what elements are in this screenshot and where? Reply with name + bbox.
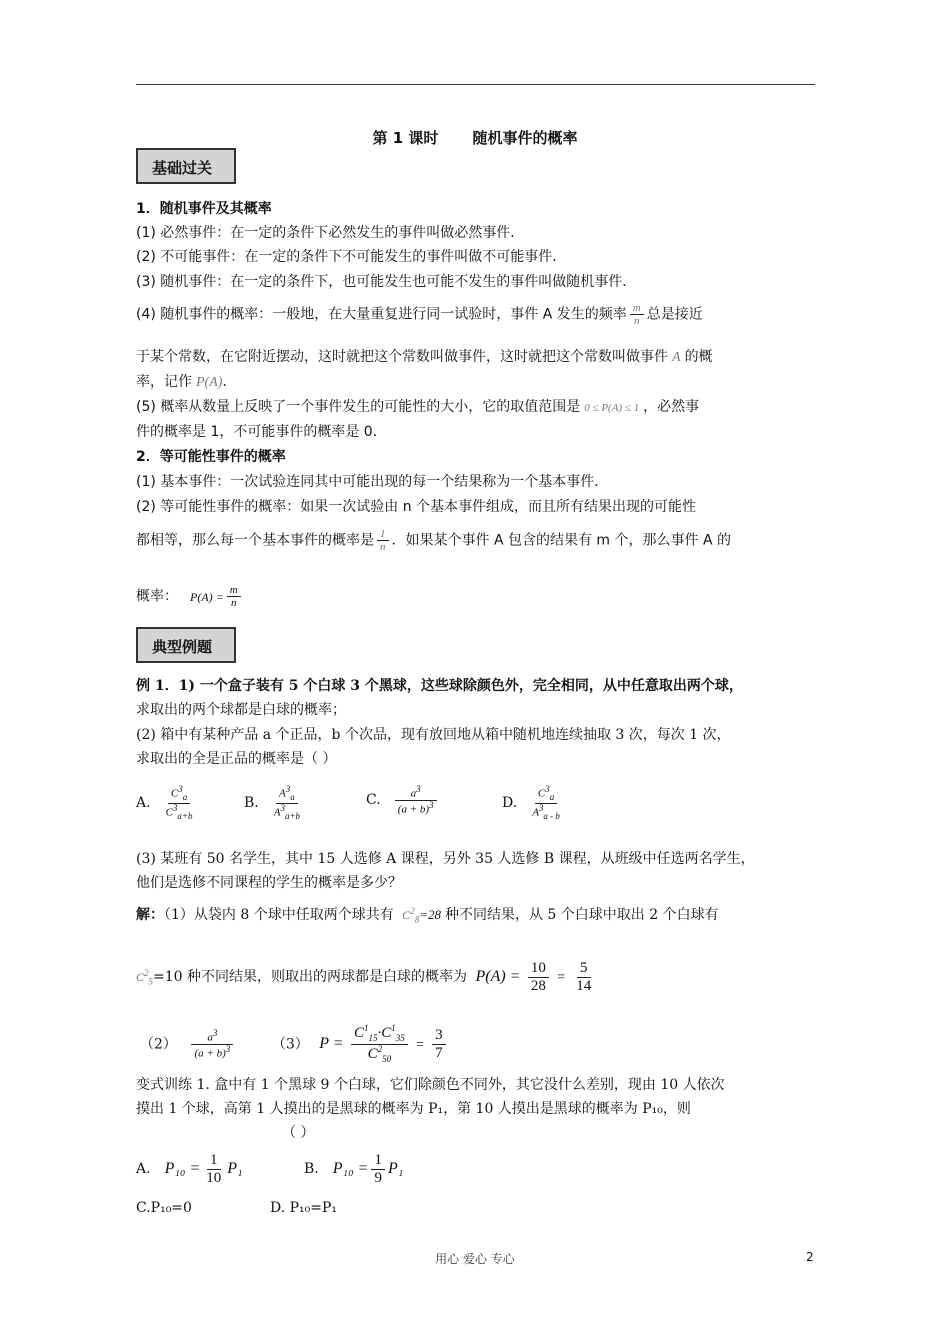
n-den: n bbox=[380, 541, 386, 554]
page-title bbox=[0, 127, 950, 148]
variant-line3: （ ） bbox=[282, 1125, 315, 1141]
solution-line3 bbox=[140, 1024, 449, 1065]
s2-line3 bbox=[136, 528, 731, 553]
var-opt-b-rhs: P₁ bbox=[387, 1160, 404, 1177]
header-rule bbox=[136, 84, 815, 85]
ex1-line3: (2) 箱中有某种产品 a 个正品，b 个次品，现有放回地从箱中随机地连续抽取 3 次，每次 1 次， bbox=[136, 727, 731, 743]
s1-line2: (2) 不可能事件：在一定的条件下不可能发生的事件叫做不可能事件． bbox=[136, 249, 567, 265]
opt-a-num-sub: a bbox=[182, 791, 188, 802]
lesson-number: 第 1 课时 bbox=[372, 129, 439, 147]
variant-option-b bbox=[304, 1152, 403, 1186]
ex1-line4: 求取出的全是正品的概率是（ ） bbox=[136, 751, 337, 767]
var-opt-a-label: A. bbox=[136, 1161, 151, 1177]
option-a-label: A. bbox=[136, 795, 151, 812]
option-d bbox=[502, 785, 566, 821]
s1-line4 bbox=[136, 302, 703, 327]
s1-heading: 1．随机事件及其概率 bbox=[136, 201, 272, 217]
s2-line3-end: ．如果某个事件 A 包含的结果有 m 个，那么事件 A 的 bbox=[391, 532, 731, 549]
variant-option-d: D. P₁₀=P₁ bbox=[270, 1200, 338, 1216]
part2-frac: $\frac{a^3}{(a + b)^3}$ bbox=[191, 1029, 233, 1060]
pa-label: P(A) = bbox=[475, 968, 521, 985]
variant-option-a bbox=[136, 1152, 243, 1186]
opt-a-num-sup: 3 bbox=[178, 784, 183, 794]
option-c-frac bbox=[395, 785, 437, 816]
part2-label: （2） bbox=[140, 1036, 177, 1053]
c82: $C^2_8$ bbox=[402, 906, 420, 925]
eq28: =28 bbox=[419, 907, 441, 922]
s1-line4-text: (4) 随机事件的概率：一般地，在大量重复进行同一试验时，事件 A 发生的频率 bbox=[136, 306, 627, 323]
opt-a-num: C bbox=[170, 787, 179, 800]
opt-d-den: A bbox=[532, 806, 539, 819]
m-num: m bbox=[227, 584, 241, 597]
s2-line3-text: 都相等，那么每一个基本事件的概率是 bbox=[136, 532, 374, 549]
s2-line4-text: 概率： bbox=[136, 588, 178, 605]
s1-line5 bbox=[136, 348, 713, 367]
variant-line2: 摸出 1 个球，高第 1 人摸出的是黑球的概率为 P₁，第 10 人摸出是黑球的概率为 P₁₀，则 bbox=[136, 1101, 691, 1117]
PA-symbol: P(A) bbox=[196, 375, 223, 390]
s2-line1: (1) 基本事件：一次试验连同其中可能出现的每一个结果称为一个基本事件． bbox=[136, 474, 609, 490]
s1-line6: 率，记作 P(A)． bbox=[136, 374, 237, 390]
frac-10-28: $\frac{10}{28}$ bbox=[528, 960, 549, 994]
opt-b-num-sub: a bbox=[290, 791, 295, 802]
ex1-line1 bbox=[136, 677, 743, 695]
option-a bbox=[136, 785, 198, 821]
var-opt-b-lhs: P₁₀ = bbox=[332, 1160, 369, 1177]
variant-option-c: C.P₁₀=0 bbox=[136, 1200, 192, 1216]
solution-label: 解： bbox=[136, 907, 164, 923]
pa-eq: P(A) = bbox=[190, 589, 224, 604]
opt-c-num-sup: 3 bbox=[416, 784, 421, 794]
solution-line2 bbox=[136, 960, 597, 994]
option-c-label: C. bbox=[366, 792, 381, 809]
part3-frac: $\frac{C^1_{15}\cdot C^1_{35}}{C^2_{50}}$ bbox=[351, 1024, 408, 1065]
frac-5-14: $\frac{5}{14}$ bbox=[576, 960, 592, 994]
opt-c-den-sup: 3 bbox=[429, 799, 434, 810]
solution-line1 bbox=[136, 902, 719, 928]
s1-line5-text: 于某个常数，在它附近摆动，这时就把这个常数叫做事件，这时就把这个常数叫做事件 bbox=[136, 349, 668, 365]
opt-b-den: A bbox=[273, 806, 281, 819]
one-over-n bbox=[377, 528, 389, 553]
frac-3-7: $\frac{3}{7}$ bbox=[432, 1027, 446, 1061]
s1-line1: (1) 必然事件：在一定的条件下必然发生的事件叫做必然事件． bbox=[136, 225, 525, 241]
section-examples: 典型例题 bbox=[136, 627, 236, 663]
section-basic: 基础过关 bbox=[136, 148, 236, 184]
opt-b-num: A bbox=[279, 787, 286, 800]
ex1-line6: 他们是选修不同课程的学生的概率是多少？ bbox=[136, 875, 402, 891]
opt-d-num-sup: 3 bbox=[545, 784, 550, 794]
equals2: = bbox=[415, 1037, 425, 1053]
opt-a-den-sub: a+b bbox=[177, 810, 193, 821]
one-num: 1 bbox=[377, 528, 389, 541]
page-footer: 用心 爱心 专心 bbox=[435, 1252, 515, 1266]
variant-line1: 变式训练 1. 盒中有 1 个黑球 9 个白球，它们除颜色不同外，其它没什么差别，现由 10 人依次 bbox=[136, 1077, 725, 1093]
opt-a-den: C bbox=[165, 806, 173, 819]
part3-P: P = bbox=[319, 1035, 344, 1053]
part3-label: （3） bbox=[271, 1036, 309, 1053]
s1-line7-text: (5) 概率从数量上反映了一个事件发生的可能性的大小，它的取值范围是 bbox=[136, 399, 581, 415]
sol-line1-end: 种不同结果，从 5 个白球中取出 2 个白球有 bbox=[444, 907, 719, 923]
n-den2: n bbox=[230, 597, 237, 610]
var-opt-b-label: B. bbox=[304, 1161, 319, 1177]
s1-line7 bbox=[136, 398, 699, 417]
equals: = bbox=[556, 970, 566, 985]
ex1-line5: (3) 某班有 50 名学生，其中 15 人选修 A 课程，另外 35 人选修 B 课程，从班级中任选两名学生， bbox=[136, 851, 755, 867]
s1-line3: (3) 随机事件：在一定的条件下，也可能发生也可能不发生的事件叫做随机事件． bbox=[136, 274, 637, 290]
lesson-title: 随机事件的概率 bbox=[472, 129, 578, 147]
option-b-label: B. bbox=[244, 795, 259, 812]
opt-d-den-sup: 3 bbox=[538, 802, 544, 813]
var-opt-b-frac: $\frac{1}{9}$ bbox=[371, 1152, 385, 1186]
s1-line4-end: 总是接近 bbox=[646, 306, 703, 323]
option-b bbox=[244, 785, 306, 821]
opt-a-den-sup: 3 bbox=[172, 802, 178, 813]
s1-line5-end: 的概 bbox=[684, 349, 713, 365]
var-opt-a-frac: $\frac{1}{10}$ bbox=[206, 1152, 222, 1186]
s1-line7-end: ，必然事 bbox=[643, 399, 700, 415]
freq-den: n bbox=[633, 315, 640, 328]
c52: $C^2_5$ bbox=[136, 968, 154, 987]
opt-d-den-sub: a - b bbox=[543, 810, 560, 821]
opt-b-den-sub: a+b bbox=[284, 810, 301, 821]
probability-range: 0 ≤ P(A) ≤ 1 bbox=[584, 402, 640, 414]
s1-line8: 件的概率是 1，不可能事件的概率是 0． bbox=[136, 424, 387, 440]
sol-line2-text: =10 种不同结果，则取出的两球都是白球的概率为 bbox=[153, 969, 468, 985]
page-number: 2 bbox=[806, 1250, 814, 1264]
opt-b-den-sup: 3 bbox=[280, 802, 285, 813]
option-d-frac bbox=[529, 785, 563, 821]
var-opt-a-lhs: P₁₀ = bbox=[164, 1160, 201, 1177]
opt-c-num: a bbox=[410, 787, 417, 800]
s2-heading: 2．等可能性事件的概率 bbox=[136, 449, 286, 465]
ex1-line1-text: 例 1．1) 一个盒子装有 5 个白球 3 个黑球，这些球除颜色外，完全相同，从中任意取出两个球， bbox=[136, 678, 743, 694]
opt-d-num: C bbox=[537, 787, 546, 800]
opt-c-den: (a + b) bbox=[397, 803, 430, 816]
s2-line4 bbox=[136, 584, 244, 609]
option-b-frac bbox=[271, 785, 303, 821]
m-over-n bbox=[227, 584, 241, 609]
opt-b-num-sup: 3 bbox=[285, 784, 291, 794]
s2-line2: (2) 等可能性事件的概率：如果一次试验由 n 个基本事件组成，而且所有结果出现的可能性 bbox=[136, 499, 697, 515]
ex1-line2: 求取出的两个球都是白球的概率； bbox=[136, 702, 346, 718]
option-d-label: D. bbox=[502, 795, 518, 812]
opt-d-num-sub: a bbox=[549, 791, 555, 802]
option-a-frac bbox=[163, 785, 196, 821]
freq-num: m bbox=[630, 302, 644, 315]
option-c bbox=[366, 785, 440, 816]
freq-fraction bbox=[630, 302, 644, 327]
var-opt-a-rhs: P₁ bbox=[227, 1160, 243, 1177]
sol-line1-text: （1）从袋内 8 个球中任取两个球共有 bbox=[164, 907, 394, 923]
s1-line6-text: 率，记作 bbox=[136, 374, 192, 390]
event-A: A bbox=[672, 350, 681, 365]
